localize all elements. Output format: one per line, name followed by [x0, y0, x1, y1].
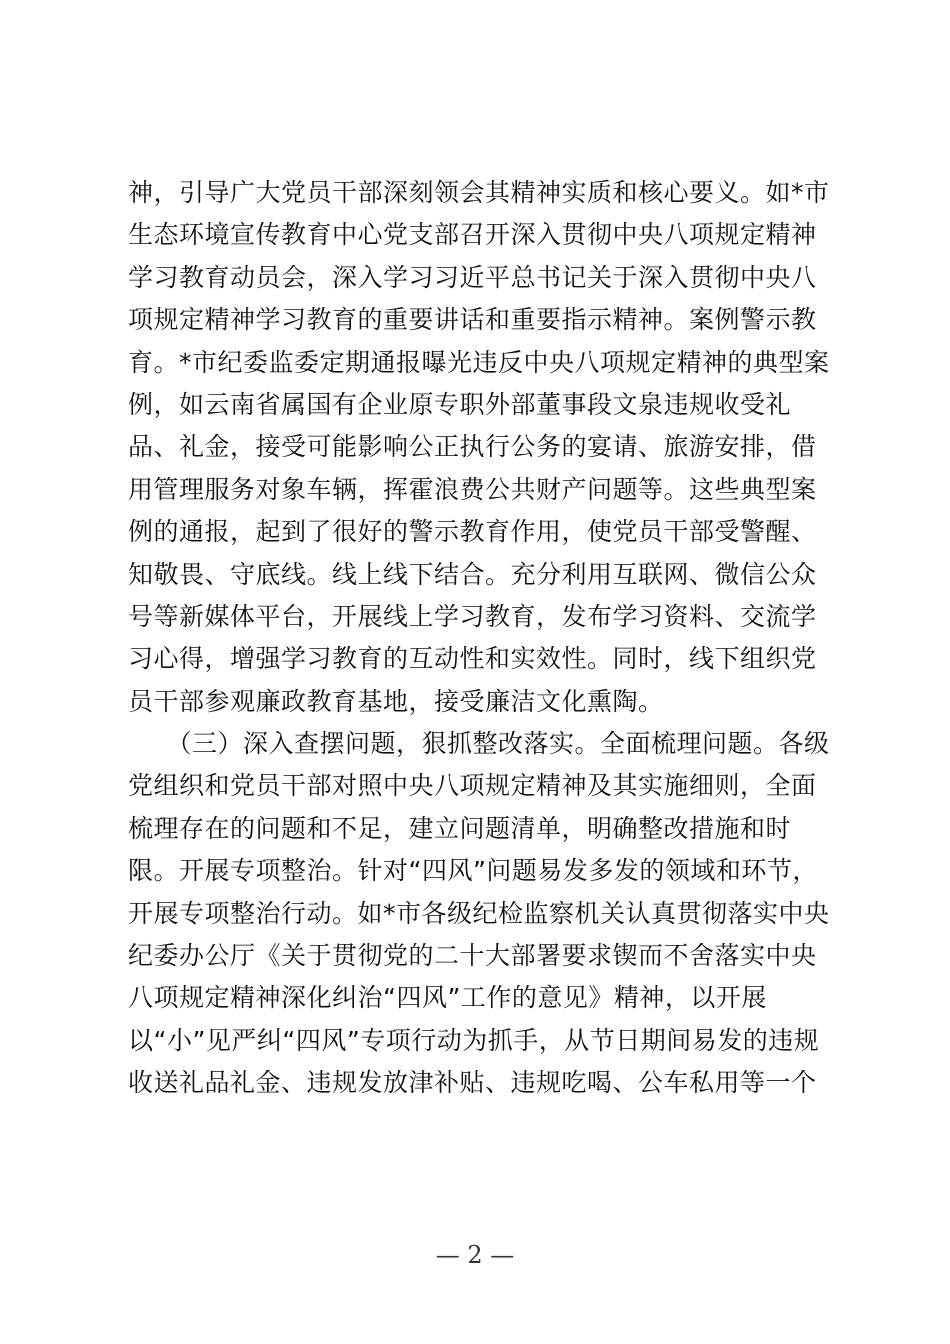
- text-line: 育。*市纪委监委定期通报曝光违反中央八项规定精神的典型案: [128, 347, 830, 377]
- text-line: 项规定精神学习教育的重要讲话和重要指示精神。案例警示教: [128, 305, 817, 335]
- text-line: 用管理服务对象车辆，挥霍浪费公共财产问题等。这些典型案: [128, 474, 817, 504]
- text-line: 生态环境宣传教育中心党支部召开深入贯彻中央八项规定精神: [128, 220, 817, 250]
- text-line: 党组织和党员干部对照中央八项规定精神及其实施细则，全面: [128, 771, 817, 801]
- body-text: [128, 172, 848, 1105]
- text-line: 限。开展专项整治。针对“四风”问题易发多发的领域和环节，: [128, 856, 818, 886]
- text-line: 员干部参观廉政教育基地，接受廉洁文化熏陶。: [128, 686, 664, 716]
- text-line: 学习教育动员会，深入学习习近平总书记关于深入贯彻中央八: [128, 262, 817, 292]
- text-line: 例的通报，起到了很好的警示教育作用，使党员干部受警醒、: [128, 517, 817, 547]
- text-line: 梳理存在的问题和不足，建立问题清单，明确整改措施和时: [128, 813, 792, 843]
- text-line: 八项规定精神深化纠治“四风”工作的意见》精神，以开展: [128, 983, 767, 1013]
- text-line: 开展专项整治行动。如*市各级纪检监察机关认真贯彻落实中央: [128, 898, 830, 928]
- page-number: — 2 —: [435, 1241, 515, 1269]
- text-line: 纪委办公厅《关于贯彻党的二十大部署要求锲而不舍落实中央: [128, 941, 817, 971]
- section-heading-line: （三）深入查摆问题，狠抓整改落实。全面梳理问题。各级: [128, 729, 830, 759]
- text-line: 知敬畏、守底线。线上线下结合。充分利用互联网、微信公众: [128, 559, 817, 589]
- text-line: 品、礼金，接受可能影响公正执行公务的宴请、旅游安排，借: [128, 432, 817, 462]
- text-line: 收送礼品礼金、违规发放津补贴、违规吃喝、公车私用等一个: [128, 1068, 817, 1098]
- text-line: 习心得，增强学习教育的互动性和实效性。同时，线下组织党: [128, 644, 817, 674]
- text-line: 例，如云南省属国有企业原专职外部董事段文泉违规收受礼: [128, 389, 792, 419]
- text-line: 神，引导广大党员干部深刻领会其精神实质和核心要义。如*市: [128, 178, 830, 207]
- text-line: 以“小”见严纠“四风”专项行动为抓手，从节日期间易发的违规: [128, 1025, 820, 1055]
- text-line: 号等新媒体平台，开展线上学习教育，发布学习资料、交流学: [128, 601, 817, 631]
